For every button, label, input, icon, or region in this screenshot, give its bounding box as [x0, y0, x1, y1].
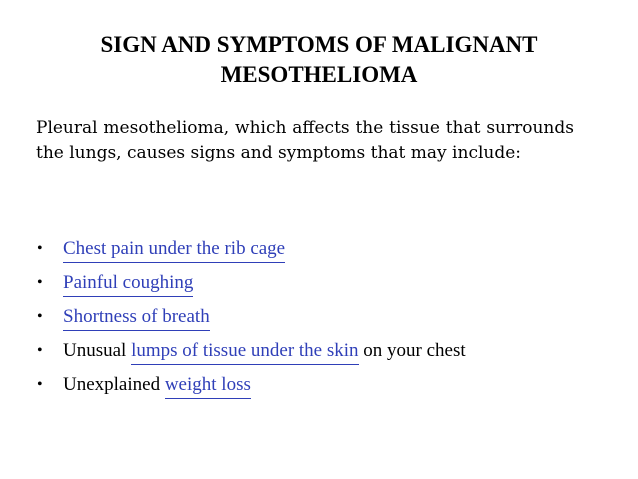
list-item [36, 266, 596, 300]
item-prefix: Unusual [63, 340, 132, 361]
link-chest-pain[interactable]: Chest pain under the rib cage [63, 238, 285, 263]
intro-paragraph: Pleural mesothelioma, which affects the tissue that surrounds the lungs, causes signs and symptoms that may include: [36, 118, 574, 163]
list-item [36, 368, 596, 402]
title-line-2: MESOTHELIOMA [220, 62, 418, 87]
bullet-icon: • [37, 376, 43, 393]
list-item [36, 300, 596, 334]
symptom-list [36, 232, 596, 402]
link-weight-loss[interactable]: weight loss [165, 374, 251, 399]
item-prefix: Unexplained [63, 374, 165, 395]
item-suffix: on your chest [358, 340, 466, 361]
list-item [36, 232, 596, 266]
link-shortness-of-breath[interactable]: Shortness of breath [63, 306, 210, 331]
slide-title [40, 30, 598, 90]
bullet-icon: • [37, 308, 43, 325]
bullet-icon: • [37, 240, 43, 257]
bullet-icon: • [37, 342, 43, 359]
title-line-1: SIGN AND SYMPTOMS OF MALIGNANT [100, 32, 538, 57]
bullet-icon: • [37, 274, 43, 291]
link-painful-coughing[interactable]: Painful coughing [63, 272, 193, 297]
list-item [36, 334, 596, 368]
link-lumps-of-tissue[interactable]: lumps of tissue under the skin [131, 340, 358, 365]
